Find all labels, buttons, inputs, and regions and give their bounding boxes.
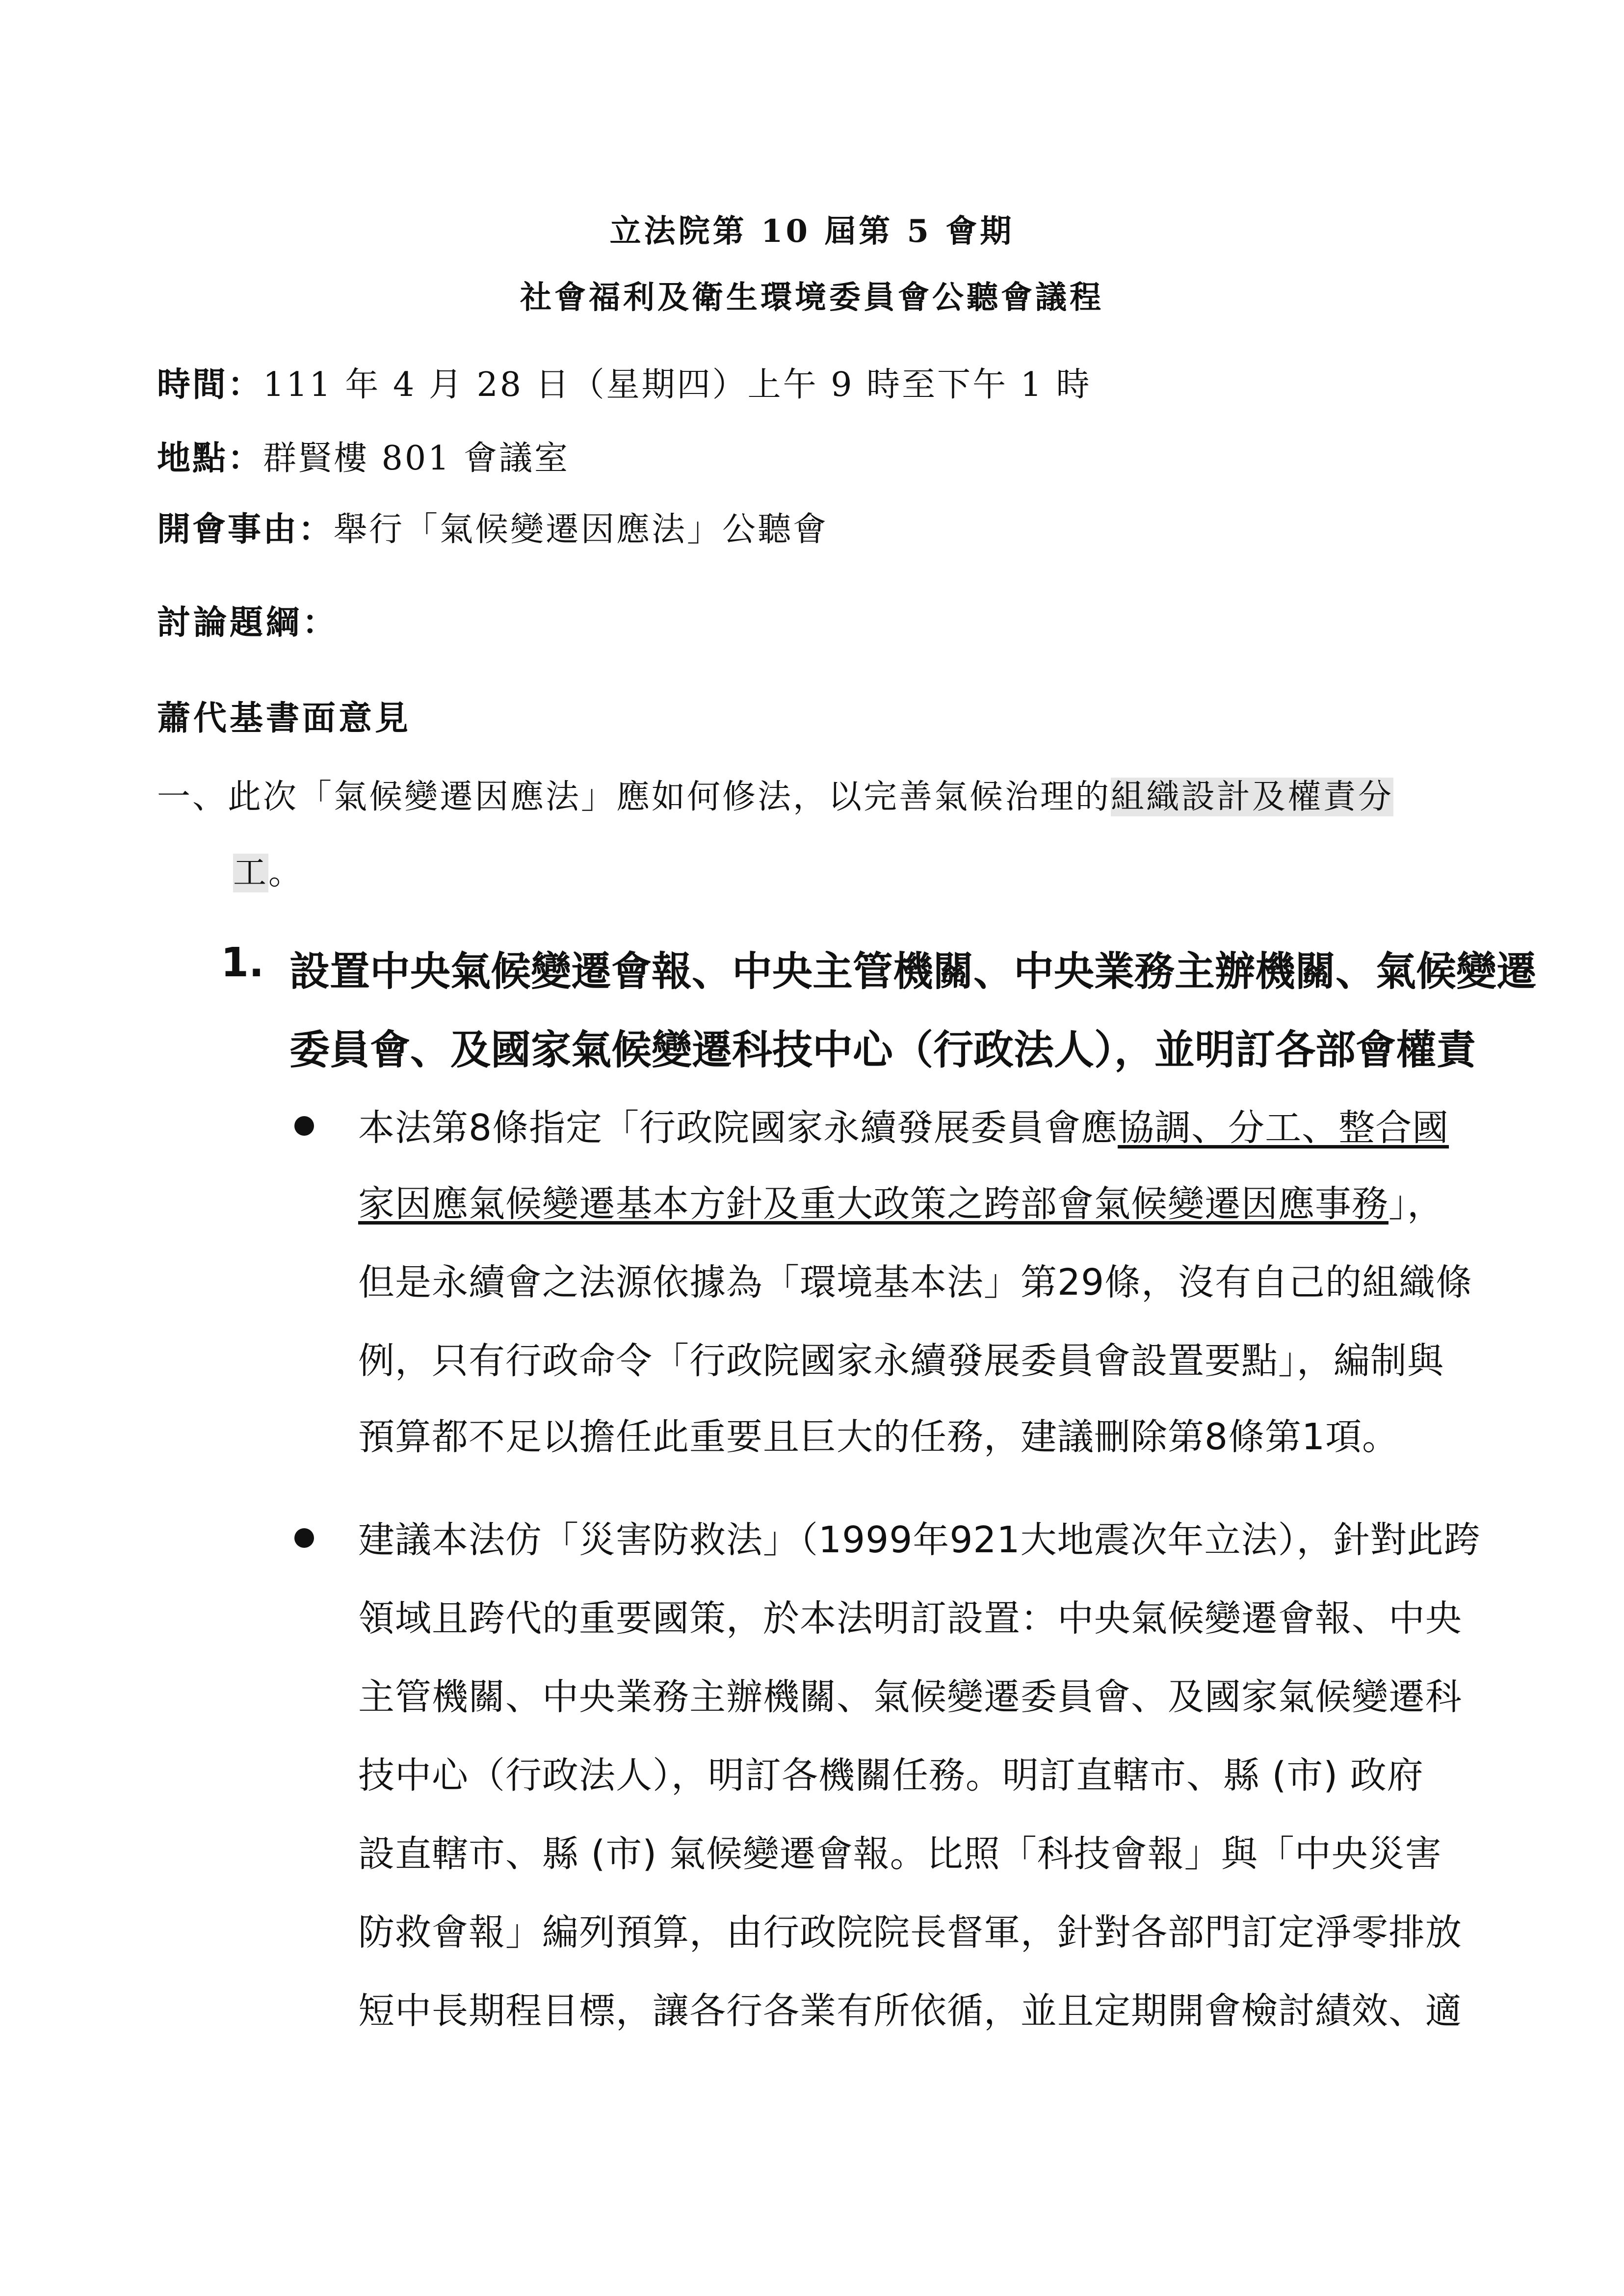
bullet1-line2-end: 」， bbox=[1388, 1183, 1444, 1225]
bullet1-line1-underlined: 協調、分工、整合國 bbox=[1118, 1107, 1449, 1149]
sub-item-line1: 設置中央氣候變遷會報、中央主管機關、中央業務主辦機關、氣候變遷 bbox=[289, 948, 1537, 995]
meeting-reason-label: 開會事由： bbox=[157, 510, 334, 549]
bullet1-line2 bbox=[358, 1175, 1444, 1227]
item-one-line1 bbox=[157, 770, 1393, 818]
bullet2-line3: 主管機關、中央業務主辦機關、氣候變遷委員會、及國家氣候變遷科 bbox=[358, 1676, 1462, 1718]
bullet2-line1: 建議本法仿「災害防救法」（1999年921大地震次年立法），針對此跨 bbox=[358, 1519, 1481, 1561]
item-one-highlight-b: 工 bbox=[233, 854, 269, 892]
bullet-point-icon bbox=[294, 1116, 314, 1136]
outline-label: 討論題綱： bbox=[157, 603, 339, 642]
bullet1-line3: 但是永續會之法源依據為「環境基本法」第29條，沒有自己的組織條 bbox=[358, 1261, 1473, 1304]
bullet1-line1 bbox=[358, 1099, 1449, 1151]
meeting-place-value: 群賢樓 801 會議室 bbox=[263, 439, 570, 478]
bullet2-line4: 技中心（行政法人），明訂各機關任務。明訂直轄市、縣 (市) 政府 bbox=[358, 1754, 1424, 1797]
sub-item-number: 1. bbox=[221, 939, 264, 986]
bullet-point-icon bbox=[294, 1528, 314, 1548]
document-title-line2: 社會福利及衛生環境委員會公聽會議程 bbox=[520, 279, 1104, 316]
bullet1-line5: 預算都不足以擔任此重要且巨大的任務，建議刪除第8條第1項。 bbox=[358, 1416, 1399, 1458]
item-one-line2 bbox=[233, 846, 304, 894]
bullet1-line1-text: 本法第8條指定「行政院國家永續發展委員會應 bbox=[358, 1107, 1118, 1149]
item-one-highlight-a: 組織設計及權責分 bbox=[1111, 778, 1394, 816]
bullet2-line5: 設直轄市、縣 (市) 氣候變遷會報。比照「科技會報」與「中央災害 bbox=[358, 1833, 1442, 1875]
bullet1-line4: 例，只有行政命令「行政院國家永續發展委員會設置要點」，編制與 bbox=[358, 1340, 1444, 1382]
bullet2-line6: 防救會報」編列預算，由行政院院長督軍，針對各部門訂定淨零排放 bbox=[358, 1911, 1462, 1954]
bullet2-line2: 領域且跨代的重要國策，於本法明訂設置：中央氣候變遷會報、中央 bbox=[358, 1597, 1462, 1640]
item-one-text-a: 此次「氣候變遷因應法」應如何修法，以完善氣候治理的 bbox=[228, 778, 1111, 816]
meeting-reason bbox=[157, 503, 828, 550]
sub-item-line2: 委員會、及國家氣候變遷科技中心（行政法人），並明訂各部會權責 bbox=[289, 1027, 1477, 1073]
meeting-place-label: 地點： bbox=[157, 439, 263, 478]
item-one-line2-end: 。 bbox=[268, 854, 304, 892]
meeting-reason-value: 舉行「氣候變遷因應法」公聽會 bbox=[334, 510, 829, 549]
author-heading: 蕭代基書面意見 bbox=[157, 699, 412, 738]
document-title-line1: 立法院第 10 屆第 5 會期 bbox=[609, 213, 1015, 250]
meeting-time-value: 111 年 4 月 28 日（星期四）上午 9 時至下午 1 時 bbox=[263, 365, 1092, 404]
meeting-time bbox=[157, 358, 1092, 406]
meeting-place bbox=[157, 432, 570, 479]
meeting-time-label: 時間： bbox=[157, 365, 263, 404]
bullet1-line2-underlined: 家因應氣候變遷基本方針及重大政策之跨部會氣候變遷因應事務 bbox=[358, 1183, 1388, 1225]
item-one-marker: 一、 bbox=[157, 778, 228, 816]
bullet2-line7: 短中長期程目標，讓各行各業有所依循，並且定期開會檢討績效、適 bbox=[358, 1990, 1462, 2032]
